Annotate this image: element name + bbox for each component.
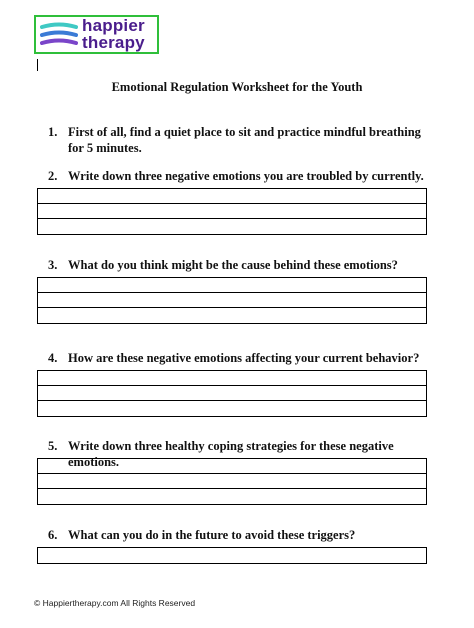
question-text: First of all, find a quiet place to sit and practice mindful breathing for 5 minutes. bbox=[68, 125, 421, 155]
answer-line[interactable] bbox=[38, 474, 426, 489]
logo-line-1: happier bbox=[82, 16, 145, 35]
answer-line[interactable] bbox=[38, 459, 426, 474]
answer-box-6 bbox=[37, 547, 427, 564]
answer-line[interactable] bbox=[38, 401, 426, 416]
question-1 bbox=[48, 124, 438, 156]
logo-wordmark bbox=[82, 17, 145, 51]
question-6 bbox=[48, 527, 438, 543]
answer-box-2 bbox=[37, 188, 427, 235]
question-number: 1. bbox=[48, 125, 58, 139]
question-number: 2. bbox=[48, 169, 58, 183]
question-number: 3. bbox=[48, 258, 58, 272]
question-text: Write down three negative emotions you are troubled by currently. bbox=[68, 169, 424, 183]
answer-box-4 bbox=[37, 370, 427, 417]
question-2 bbox=[48, 168, 438, 184]
answer-line[interactable] bbox=[38, 278, 426, 293]
worksheet-title: Emotional Regulation Worksheet for the Youth bbox=[111, 80, 363, 94]
answer-line[interactable] bbox=[38, 308, 426, 323]
answer-line[interactable] bbox=[38, 371, 426, 386]
logo-line-2: therapy bbox=[82, 33, 145, 52]
answer-line[interactable] bbox=[38, 489, 426, 504]
question-number: 4. bbox=[48, 351, 58, 365]
question-text: What can you do in the future to avoid these triggers? bbox=[68, 528, 356, 542]
answer-line[interactable] bbox=[38, 219, 426, 234]
answer-box-3 bbox=[37, 277, 427, 324]
copyright-footer: © Happiertherapy.com All Rights Reserved bbox=[34, 598, 196, 608]
question-4 bbox=[48, 350, 438, 366]
question-text: What do you think might be the cause behind these emotions? bbox=[68, 258, 398, 272]
logo bbox=[34, 15, 159, 54]
answer-box-5 bbox=[37, 458, 427, 505]
answer-line[interactable] bbox=[38, 293, 426, 308]
answer-line[interactable] bbox=[38, 386, 426, 401]
question-number: 6. bbox=[48, 528, 58, 542]
logo-waves-icon bbox=[40, 22, 78, 48]
text-cursor bbox=[37, 59, 38, 71]
answer-line[interactable] bbox=[38, 548, 426, 563]
answer-line[interactable] bbox=[38, 189, 426, 204]
question-3 bbox=[48, 257, 438, 273]
question-number: 5. bbox=[48, 439, 58, 453]
answer-line[interactable] bbox=[38, 204, 426, 219]
question-text: Write down three healthy coping strategies for these negative emotions. bbox=[68, 439, 394, 469]
question-text: How are these negative emotions affecting your current behavior? bbox=[68, 351, 420, 365]
